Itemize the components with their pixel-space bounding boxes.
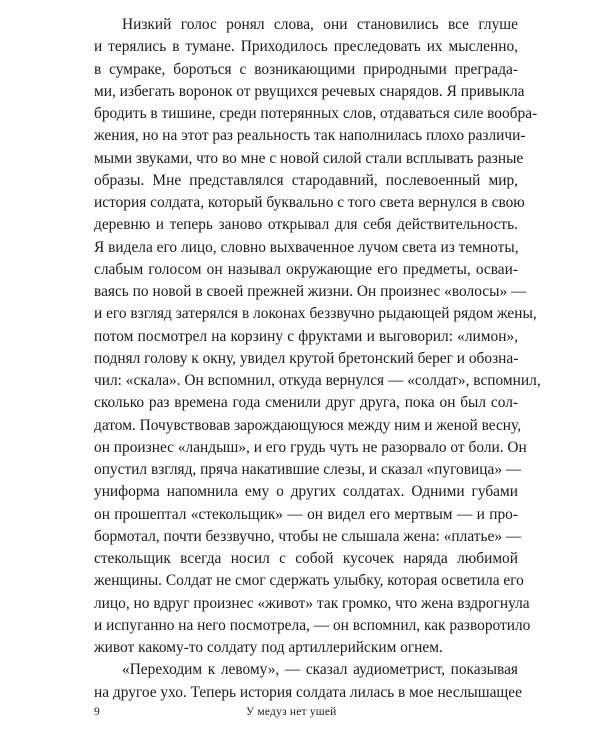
text-line: живот какому-то солдату под артиллерийским огнем.: [94, 639, 443, 656]
text-line: бродить в тишине, среди потерянных слов, отдаваться силе вообра-: [94, 105, 538, 122]
text-line: он прошептал «стекольщик» — он видел его мертвым — и про-: [94, 505, 518, 523]
text-line: сколько раз времена года сменили друг друга, пока он был сол-: [94, 394, 518, 412]
text-line: жения, но на этот раз реальность так наполнилась плохо различи-: [94, 127, 526, 145]
text-line: бормотал, почти беззвучно, чтобы не слышала жена: «платье» —: [94, 527, 522, 545]
text-line: Я видела его лицо, словно выхваченное лучом света из темноты,: [94, 238, 519, 256]
page-footer: [94, 704, 518, 720]
running-title: У медуз нет ушей: [246, 706, 337, 718]
text-line: образы. Мне представлялся стародавний, послевоенный мир,: [94, 171, 518, 189]
text-line: датом. Почувствовав зарождающуюся между ним и женой весну,: [94, 416, 522, 434]
text-line: опустил взгляд, пряча накатившие слезы, и сказал «пуговица» —: [94, 461, 522, 478]
text-line: ваясь по новой в своей прежней жизни. Он произнес «волосы» —: [94, 283, 527, 300]
text-line: потом посмотрел на корзину с фруктами и выговорил: «лимон»,: [94, 327, 518, 345]
text-line: и терялись в тумане. Приходилось преследовать их мысленно,: [94, 38, 518, 56]
text-line: слабым голосом он называл окружающие его предметы, осваи-: [94, 260, 518, 278]
text-line: в сумраке, бороться с возникающими природными преграда-: [94, 60, 518, 78]
text-line: мыми звуками, что во мне с новой силой стали всплывать разные: [94, 149, 524, 167]
text-line: лицо, но вдруг произнес «живот» так громко, что жена вздрогнула: [94, 594, 530, 612]
text-line: на другое ухо. Теперь история солдата лилась в мое неслышащее: [94, 683, 522, 701]
text-line: чил: «скала». Он вспомнил, откуда вернулся — «солдат», вспомнил,: [94, 372, 541, 389]
text-line: деревню и теперь заново открывал для себя действительность.: [94, 216, 518, 234]
text-line: Низкий голос ронял слова, они становились все глуше: [122, 16, 518, 33]
text-line: женщины. Солдат не смог сдержать улыбку, которая осветила его: [94, 572, 524, 590]
text-line: он произнес «ландыш», и его грудь чуть не разорвало от боли. Он: [94, 438, 527, 456]
text-line: поднял голову к окну, увидел крутой бретонский берег и обозна-: [94, 349, 519, 367]
text-line: и испуганно на него посмотрела, — он вспомнил, как разворотило: [94, 616, 531, 634]
page-number: 9: [94, 706, 100, 718]
body-text: [94, 14, 541, 704]
text-line: и его взгляд затерялся в локонах беззвучно рыдающей рядом жены,: [94, 305, 537, 323]
text-line: стекольщик всегда носил с собой кусочек наряда любимой: [94, 550, 518, 567]
text-line: ми, избегать воронок от рвущихся речевых снарядов. Я привыкла: [94, 82, 525, 100]
text-line: история солдата, который буквально с того света вернулся в свою: [94, 194, 525, 211]
text-line: «Переходим к левому», — сказал аудиометрист, показывая: [122, 661, 518, 679]
text-line: униформа напомнила ему о других солдатах. Одними губами: [94, 483, 518, 501]
